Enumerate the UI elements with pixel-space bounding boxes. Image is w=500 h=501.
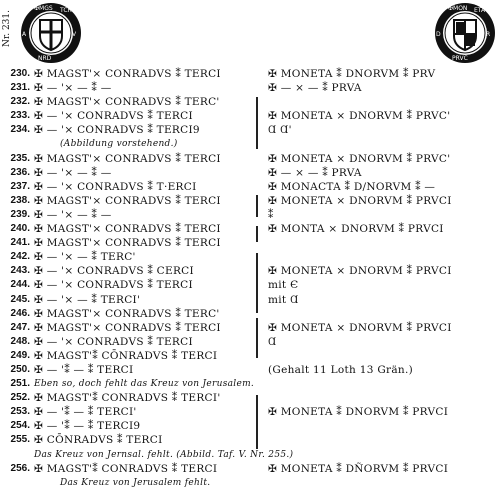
catalog-row [0,321,500,335]
catalog-row [0,152,500,166]
catalog-row [0,250,500,264]
catalog-number: 256. [10,462,30,474]
catalog-number: 240. [10,223,30,235]
svg-text:D: D [436,31,441,38]
catalog-row [0,462,500,476]
obverse-legend: ✠ — '× CONRADVS ⁑ CERCI [34,265,194,278]
catalog-number: 250. [10,363,30,375]
catalog-note: Das Kreuz von Jerusalem fehlt. [60,477,211,488]
catalog-number: 234. [10,124,30,136]
catalog-row [0,476,500,490]
reverse-legend: ⁑ [268,208,274,221]
obverse-legend: ✠ MAGST'⁑ CONRADVS ⁑ TERCI [34,462,218,475]
reverse-legend: ✠ — × — ⁑ PRVA [268,166,362,179]
obverse-legend: ✠ — '⁑ — ⁑ TERCI [34,363,134,376]
catalog-row [0,307,500,321]
catalog-row [0,109,500,123]
catalog-row [0,377,500,391]
obverse-legend: ✠ MAGST'× CONRADVS ⁑ TERCI [34,194,221,207]
reverse-legend: Ɑ Ɑ' [268,124,292,137]
catalog-row [0,166,500,180]
catalog-number: 235. [10,152,30,164]
obverse-legend: ✠ MAGST'⁑ CŌNRADVS ⁑ TERCI [34,349,218,362]
reverse-legend: ✠ MONETA × DNORVM ⁑ PRVC' [268,110,451,123]
reverse-legend: ✠ MONETA × DNORVM ⁑ PRVCI [268,194,452,207]
catalog-number: 254. [10,420,30,432]
reverse-legend: ✠ MONETA ⁑ DÑORVM ⁑ PRVCI [268,462,449,475]
obverse-legend: ✠ — '× CONRADVS ⁑ TERCI [34,335,193,348]
catalog-row [0,363,500,377]
catalog-row [0,236,500,250]
svg-text:A: A [22,31,27,38]
obverse-legend: ✠ MAGST'× CONRADVS ⁑ TERCI [34,321,221,334]
catalog-row [0,448,500,462]
obverse-legend: ✠ — '× CONRADVS ⁑ TERCI [34,279,193,292]
catalog-row [0,67,500,81]
catalog-row [0,81,500,95]
reverse-legend: mit Ɑ [268,293,299,306]
catalog-number: 241. [10,237,30,249]
catalog-number: 237. [10,180,30,192]
reverse-legend: ✠ — × — ⁑ PRVA [268,82,362,95]
obverse-legend: ✠ — '⁑ — ⁑ TERCI' [34,406,137,419]
reverse-legend: mit Є [268,279,299,292]
obverse-legend: ✠ — '× — ⁑ — [34,208,112,221]
catalog-row [0,349,500,363]
catalog-row [0,335,500,349]
catalog-row [0,433,500,447]
catalog-number: 243. [10,265,30,277]
reverse-legend: ✠ MONACTA ⁑ D/NORVM ⁑ — [268,180,436,193]
catalog-row [0,264,500,278]
catalog-number: 252. [10,392,30,404]
catalog-number: 236. [10,166,30,178]
catalog-row [0,419,500,433]
catalog-row [0,405,500,419]
seal-coin-reverse-icon [434,2,496,64]
svg-text:R: R [486,31,491,38]
reverse-legend: ✠ MONETA ⁑ DNORVM ⁑ PRV [268,68,436,80]
obverse-legend: ✠ MAGST'× CONRADVS ⁑ TERCI [34,68,221,80]
catalog-number: 248. [10,335,30,347]
reverse-legend: ✠ MONETA ⁑ DNORVM ⁑ PRVCI [268,406,449,419]
catalog-row [0,222,500,236]
coin-catalog-list [0,67,500,490]
obverse-legend: ✠ — '× — ⁑ — [34,166,112,179]
catalog-row [0,208,500,222]
catalog-number: 244. [10,279,30,291]
svg-text:✠MON: ✠MON [448,5,468,12]
reverse-legend: ✠ MONETA × DNORVM ⁑ PRVCI [268,265,452,278]
seal-coin-obverse-icon [20,2,82,64]
catalog-row [0,123,500,137]
catalog-number: 251. [10,378,30,390]
reverse-legend: ✠ MONTA × DNORVM ⁑ PRVCI [268,223,444,236]
catalog-number: 239. [10,208,30,220]
reverse-legend: ✠ MONETA × DNORVM ⁑ PRVCI [268,321,452,334]
obverse-legend: ✠ — '× — ⁑ TERC' [34,251,136,264]
catalog-row [0,194,500,208]
catalog-number: 238. [10,194,30,206]
obverse-legend: ✠ MAGST'× CONRADVS ⁑ TERC' [34,96,220,109]
catalog-number: 230. [10,68,30,79]
catalog-number: 249. [10,349,30,361]
catalog-note: Das Kreuz von Jernsal. fehlt. (Abbild. Taf. V. Nr. 255.) [34,449,294,460]
obverse-legend: ✠ CŌNRADVS ⁑ TERCI [34,434,163,447]
obverse-legend: ✠ — '× CONRADVS ⁑ TERCI9 [34,124,200,137]
svg-text:ETA: ETA [474,7,486,14]
svg-text:NRD: NRD [38,55,52,62]
catalog-number: 233. [10,110,30,122]
obverse-legend: ✠ — '× — ⁑ TERCI' [34,293,141,306]
catalog-row [0,293,500,307]
obverse-legend: ✠ MAGST'× CONRADVS ⁑ TERCI [34,237,221,250]
reverse-legend: ✠ MONETA × DNORVM ⁑ PRVC' [268,152,451,165]
catalog-note: (Abbildung vorstehend.) [60,139,178,150]
obverse-legend: ✠ — '× — ⁑ — [34,82,112,95]
svg-text:TCR: TCR [60,7,72,14]
catalog-number: 232. [10,96,30,108]
obverse-legend: ✠ — '⁑ — ⁑ TERCI9 [34,420,141,433]
obverse-legend: ✠ MAGST'× CONRADVS ⁑ TERCI [34,223,221,236]
obverse-legend: ✠ — '× CONRADVS ⁑ TERCI [34,110,193,123]
catalog-row [0,278,500,292]
catalog-number: 231. [10,82,30,94]
obverse-legend: ✠ MAGST'⁑ CONRADVS ⁑ TERCI' [34,392,221,405]
catalog-number: 255. [10,434,30,446]
svg-text:PRVC: PRVC [452,55,468,62]
catalog-row [0,391,500,405]
catalog-number: 246. [10,307,30,319]
catalog-row [0,180,500,194]
svg-text:V: V [72,31,77,38]
catalog-row [0,95,500,109]
catalog-number: 247. [10,321,30,333]
catalog-note: Eben so, doch fehlt das Kreuz von Jerusalem. [34,379,255,390]
catalog-row [0,137,500,151]
obverse-legend: ✠ — '× CONRADVS ⁑ T·ERCI [34,180,197,193]
obverse-legend: ✠ MAGST'× CONRADVS ⁑ TERCI [34,152,221,165]
reverse-legend: Ɑ [268,335,277,348]
obverse-legend: ✠ MAGST'× CONRADVS ⁑ TERC' [34,307,220,320]
side-label: Nr. 231. [2,10,12,47]
reverse-legend: (Gehalt 11 Loth 13 Grän.) [268,363,414,376]
catalog-number: 253. [10,406,30,418]
catalog-number: 242. [10,251,30,263]
catalog-number: 245. [10,293,30,305]
svg-text:✠MGS: ✠MGS [34,5,53,12]
